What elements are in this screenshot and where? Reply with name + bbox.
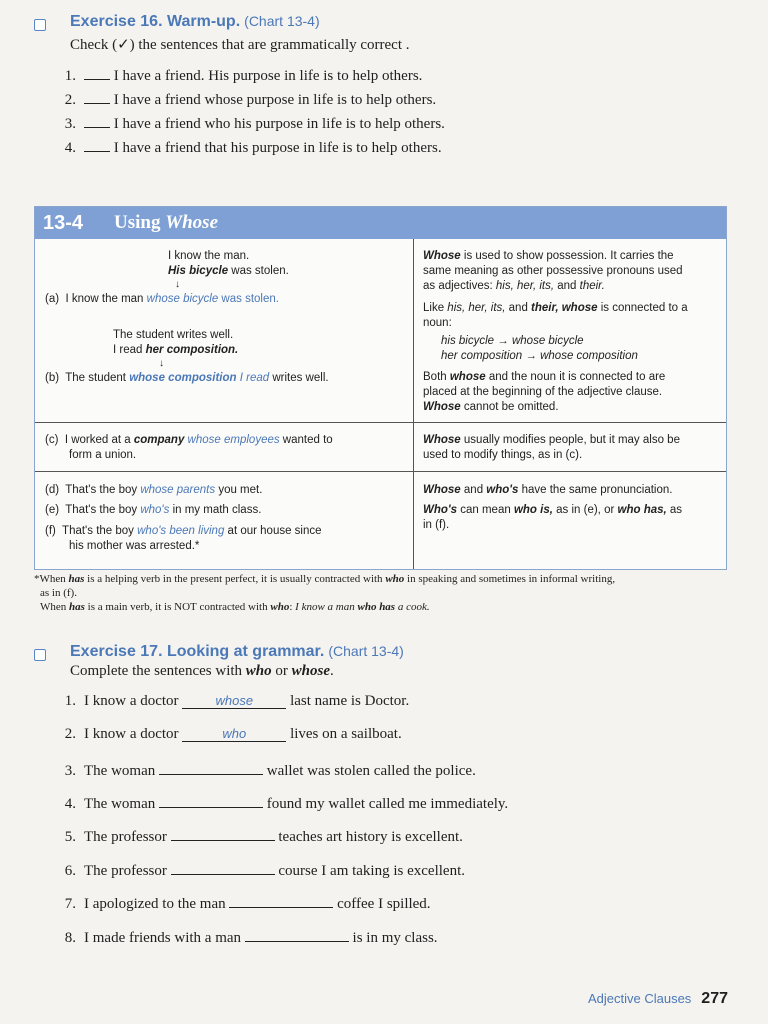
- exercise-17-item-3: 3. The woman wallet was stolen called the police.: [52, 760, 476, 780]
- exercise-17-instructions: Complete the sentences with who or whose.: [70, 663, 334, 679]
- checkbox-icon[interactable]: [34, 19, 46, 31]
- example-b-line1: The student writes well.: [113, 329, 234, 341]
- explanation-p1-line3: as adjectives: his, her, its, and their.: [423, 280, 605, 292]
- page-number: 277: [701, 990, 728, 1007]
- example-a: (a) I know the man whose bicycle was stolen.: [45, 293, 279, 305]
- exercise-17-item-5: 5. The professor teaches art history is excellent.: [52, 826, 463, 846]
- arrow-right-icon: →: [525, 350, 537, 362]
- grammar-chart: [34, 206, 727, 570]
- example-a-line2: His bicycle was stolen.: [168, 265, 289, 277]
- example-a-line1: I know the man.: [168, 250, 250, 262]
- chart-title: Using Whose: [114, 212, 219, 233]
- exercise-16-item-1: 1. I have a friend. His purpose in life is to help others.: [52, 65, 422, 85]
- row-divider: [35, 422, 726, 423]
- exercise-16-item-2: 2. I have a friend whose purpose in life is to help others.: [52, 89, 436, 109]
- arrow-right-icon: →: [497, 335, 509, 347]
- example-c: (c) I worked at a company whose employees wanted to: [45, 434, 333, 446]
- answer-field[interactable]: [159, 760, 263, 775]
- explanation-p4-line2: used to modify things, as in (c).: [423, 449, 583, 461]
- answer-field[interactable]: who: [182, 727, 286, 742]
- chart-header: [35, 207, 726, 239]
- example-b-line2: I read her composition.: [113, 344, 239, 356]
- footnote-line2: as in (f).: [40, 587, 77, 599]
- check-blank[interactable]: [84, 89, 110, 104]
- exercise-17-item-7: 7. I apologized to the man coffee I spilled.: [52, 893, 431, 913]
- explanation-p5: Whose and who's have the same pronunciation.: [423, 484, 673, 496]
- answer-field[interactable]: [245, 927, 349, 942]
- explanation-p4-line1: Whose usually modifies people, but it may also be: [423, 434, 680, 446]
- exercise-17-ref: (Chart 13-4): [328, 643, 404, 659]
- explanation-example-1: his bicycle → whose bicycle: [441, 335, 584, 347]
- explanation-p3-line3: Whose cannot be omitted.: [423, 401, 559, 413]
- explanation-p1-line1: Whose is used to show possession. It carries the: [423, 250, 674, 262]
- exercise-17-item-4: 4. The woman found my wallet called me immediately.: [52, 793, 508, 813]
- down-arrow-icon: ↓: [175, 279, 180, 290]
- explanation-p6-line1: Who's can mean who is, as in (e), or who has, as: [423, 504, 683, 516]
- example-e: (e) That's the boy who's in my math class.: [45, 504, 262, 516]
- example-f: (f) That's the boy who's been living at our house since: [45, 525, 322, 537]
- exercise-17-item-6: 6. The professor course I am taking is excellent.: [52, 860, 465, 880]
- example-c-line2: form a union.: [69, 449, 137, 461]
- answer-field[interactable]: whose: [182, 694, 286, 709]
- row-divider: [35, 471, 726, 472]
- example-f-line2: his mother was arrested.*: [69, 540, 200, 552]
- page-footer: [588, 990, 728, 1008]
- footnote-line3: When has is a main verb, it is NOT contracted with who: I know a man who has a cook.: [40, 601, 430, 613]
- answer-field[interactable]: [171, 860, 275, 875]
- explanation-example-2: her composition → whose composition: [441, 350, 638, 362]
- explanation-p1-line2: same meaning as other possessive pronouns used: [423, 265, 683, 277]
- exercise-16-heading: [70, 13, 320, 31]
- down-arrow-icon: ↓: [159, 358, 164, 369]
- answer-field[interactable]: [159, 793, 263, 808]
- answer-field[interactable]: [171, 826, 275, 841]
- check-blank[interactable]: [84, 65, 110, 80]
- exercise-17-heading: [70, 643, 404, 661]
- exercise-17-title: Exercise 17. Looking at grammar.: [70, 643, 325, 660]
- exercise-16-item-3: 3. I have a friend who his purpose in life is to help others.: [52, 113, 445, 133]
- exercise-17-item-8: 8. I made friends with a man is in my class.: [52, 927, 438, 947]
- footnote-line1: *When has is a helping verb in the present perfect, it is usually contracted with who in speaking and sometimes in informal writing,: [34, 573, 616, 585]
- check-blank[interactable]: [84, 137, 110, 152]
- explanation-p2-line2: noun:: [423, 317, 452, 329]
- exercise-17-item-1: 1. I know a doctor whose last name is Doctor.: [64, 693, 410, 709]
- explanation-p2-line1: Like his, her, its, and their, whose is connected to a: [423, 302, 688, 314]
- exercise-16-item-4: 4. I have a friend that his purpose in life is to help others.: [52, 137, 442, 157]
- explanation-p6-line2: in (f).: [423, 519, 450, 531]
- exercise-16-instructions: Check (✓) the sentences that are grammatically correct .: [70, 37, 410, 53]
- chart-number: 13-4: [43, 212, 84, 234]
- exercise-16-ref: (Chart 13-4): [244, 13, 320, 29]
- check-blank[interactable]: [84, 113, 110, 128]
- answer-field[interactable]: [229, 893, 333, 908]
- example-d: (d) That's the boy whose parents you met.: [45, 484, 263, 496]
- section-name: Adjective Clauses: [587, 991, 692, 1006]
- exercise-16-title: Exercise 16. Warm-up.: [70, 13, 241, 30]
- explanation-p3-line1: Both whose and the noun it is connected to are: [423, 371, 666, 383]
- footnote: [34, 572, 734, 614]
- explanation-p3-line2: placed at the beginning of the adjective clause.: [423, 386, 663, 398]
- column-divider: [413, 239, 414, 569]
- checkbox-icon[interactable]: [34, 649, 46, 661]
- example-b: (b) The student whose composition I read writes well.: [45, 372, 329, 384]
- exercise-17-item-2: 2. I know a doctor who lives on a sailboat.: [64, 726, 402, 742]
